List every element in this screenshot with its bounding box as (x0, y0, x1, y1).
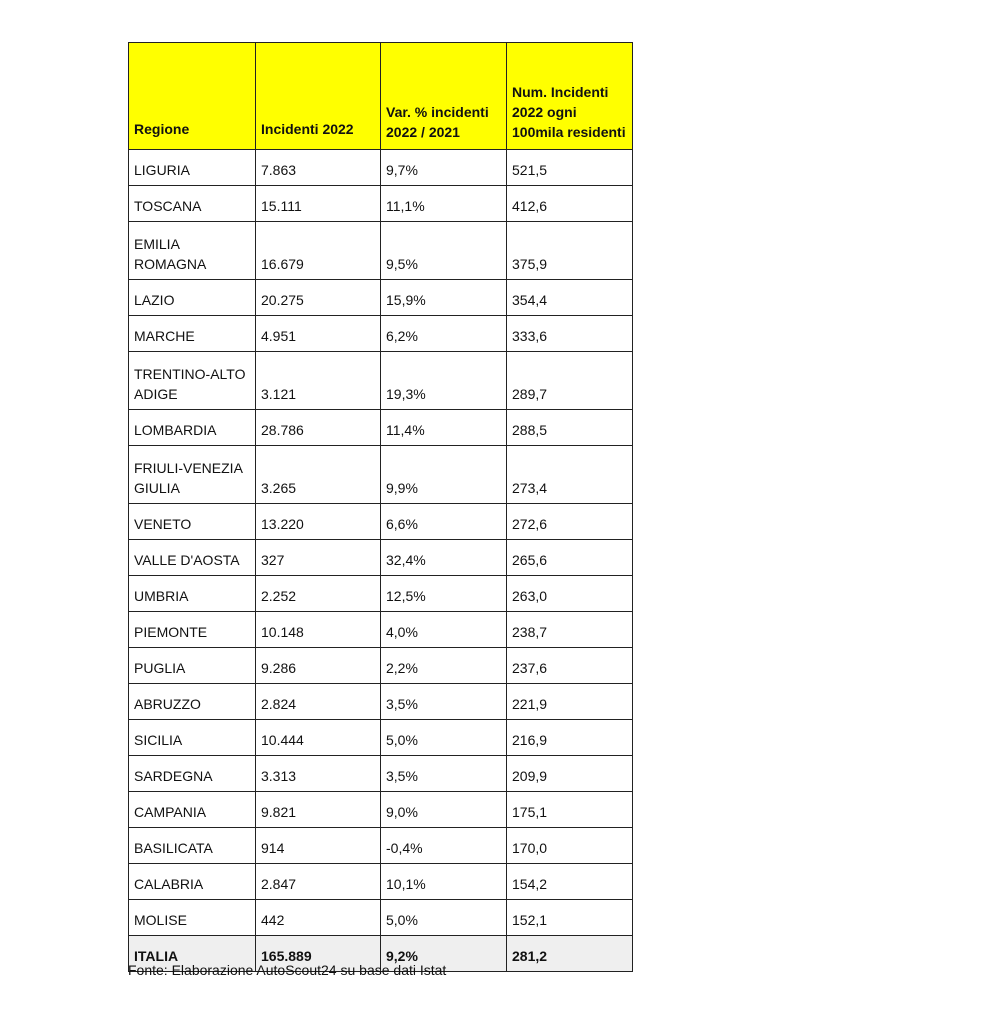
cell-per-100k: 375,9 (507, 222, 633, 280)
cell-incidents: 442 (256, 900, 381, 936)
cell-variation: 6,2% (381, 316, 507, 352)
cell-variation: 9,9% (381, 446, 507, 504)
cell-region: MARCHE (129, 316, 256, 352)
cell-per-100k: 354,4 (507, 280, 633, 316)
cell-incidents: 2.252 (256, 576, 381, 612)
document-page (128, 42, 633, 972)
cell-incidents: 28.786 (256, 410, 381, 446)
cell-variation: 11,1% (381, 186, 507, 222)
cell-variation: -0,4% (381, 828, 507, 864)
cell-variation: 6,6% (381, 504, 507, 540)
header-incidents-2022: Incidenti 2022 (256, 43, 381, 150)
header-per-100k: Num. Incidenti 2022 ogni 100mila residenti (507, 43, 633, 150)
cell-per-100k: 154,2 (507, 864, 633, 900)
cell-variation: 9,5% (381, 222, 507, 280)
cell-region: PUGLIA (129, 648, 256, 684)
cell-region: EMILIA ROMAGNA (129, 222, 256, 280)
cell-region: CALABRIA (129, 864, 256, 900)
cell-incidents: 20.275 (256, 280, 381, 316)
cell-region: MOLISE (129, 900, 256, 936)
cell-incidents: 15.111 (256, 186, 381, 222)
cell-per-100k: 289,7 (507, 352, 633, 410)
cell-variation: 4,0% (381, 612, 507, 648)
cell-variation: 10,1% (381, 864, 507, 900)
cell-region: LIGURIA (129, 150, 256, 186)
cell-incidents: 3.265 (256, 446, 381, 504)
cell-per-100k: 288,5 (507, 410, 633, 446)
cell-region: TRENTINO-ALTO ADIGE (129, 352, 256, 410)
cell-variation: 11,4% (381, 410, 507, 446)
cell-per-100k: 221,9 (507, 684, 633, 720)
cell-per-100k: 209,9 (507, 756, 633, 792)
total-variation: 9,2% (381, 936, 507, 972)
cell-variation: 3,5% (381, 684, 507, 720)
cell-variation: 5,0% (381, 900, 507, 936)
cell-region: CAMPANIA (129, 792, 256, 828)
cell-region: LAZIO (129, 280, 256, 316)
cell-variation: 9,7% (381, 150, 507, 186)
table-row (129, 540, 633, 576)
cell-variation: 15,9% (381, 280, 507, 316)
cell-per-100k: 272,6 (507, 504, 633, 540)
cell-variation: 5,0% (381, 720, 507, 756)
cell-incidents: 16.679 (256, 222, 381, 280)
total-per-100k: 281,2 (507, 936, 633, 972)
cell-per-100k: 265,6 (507, 540, 633, 576)
header-variation: Var. % incidenti 2022 / 2021 (381, 43, 507, 150)
cell-per-100k: 333,6 (507, 316, 633, 352)
cell-variation: 19,3% (381, 352, 507, 410)
cell-incidents: 914 (256, 828, 381, 864)
table-row (129, 150, 633, 186)
cell-region: PIEMONTE (129, 612, 256, 648)
cell-region: VALLE D'AOSTA (129, 540, 256, 576)
table-row (129, 756, 633, 792)
table-row (129, 316, 633, 352)
cell-variation: 9,0% (381, 792, 507, 828)
table-row (129, 576, 633, 612)
cell-incidents: 9.286 (256, 648, 381, 684)
table-row (129, 864, 633, 900)
table-row (129, 186, 633, 222)
total-incidents: 165.889 (256, 936, 381, 972)
cell-region: FRIULI-VENEZIA GIULIA (129, 446, 256, 504)
cell-incidents: 3.313 (256, 756, 381, 792)
cell-variation: 12,5% (381, 576, 507, 612)
cell-per-100k: 237,6 (507, 648, 633, 684)
table-row (129, 648, 633, 684)
cell-incidents: 9.821 (256, 792, 381, 828)
cell-incidents: 10.444 (256, 720, 381, 756)
table-row (129, 280, 633, 316)
cell-variation: 32,4% (381, 540, 507, 576)
table-row (129, 410, 633, 446)
table-header-row (129, 43, 633, 150)
cell-per-100k: 521,5 (507, 150, 633, 186)
cell-per-100k: 216,9 (507, 720, 633, 756)
cell-variation: 3,5% (381, 756, 507, 792)
table-row (129, 222, 633, 280)
cell-region: UMBRIA (129, 576, 256, 612)
cell-region: LOMBARDIA (129, 410, 256, 446)
cell-per-100k: 412,6 (507, 186, 633, 222)
cell-region: VENETO (129, 504, 256, 540)
cell-region: SARDEGNA (129, 756, 256, 792)
cell-incidents: 4.951 (256, 316, 381, 352)
cell-incidents: 2.847 (256, 864, 381, 900)
cell-per-100k: 152,1 (507, 900, 633, 936)
table-row (129, 612, 633, 648)
table-row (129, 720, 633, 756)
table-row (129, 684, 633, 720)
total-region: ITALIA (129, 936, 256, 972)
cell-per-100k: 170,0 (507, 828, 633, 864)
table-row (129, 900, 633, 936)
cell-incidents: 13.220 (256, 504, 381, 540)
source-note: Fonte: Elaborazione AutoScout24 su base dati Istat (128, 962, 447, 978)
cell-incidents: 3.121 (256, 352, 381, 410)
cell-per-100k: 273,4 (507, 446, 633, 504)
table-row (129, 828, 633, 864)
table-row (129, 352, 633, 410)
cell-per-100k: 238,7 (507, 612, 633, 648)
table-row (129, 504, 633, 540)
cell-incidents: 7.863 (256, 150, 381, 186)
cell-per-100k: 175,1 (507, 792, 633, 828)
cell-region: SICILIA (129, 720, 256, 756)
table-row (129, 792, 633, 828)
header-region: Regione (129, 43, 256, 150)
table-row (129, 446, 633, 504)
cell-incidents: 327 (256, 540, 381, 576)
cell-region: ABRUZZO (129, 684, 256, 720)
cell-variation: 2,2% (381, 648, 507, 684)
cell-per-100k: 263,0 (507, 576, 633, 612)
incidents-table (128, 42, 633, 972)
cell-incidents: 10.148 (256, 612, 381, 648)
cell-region: BASILICATA (129, 828, 256, 864)
cell-region: TOSCANA (129, 186, 256, 222)
cell-incidents: 2.824 (256, 684, 381, 720)
